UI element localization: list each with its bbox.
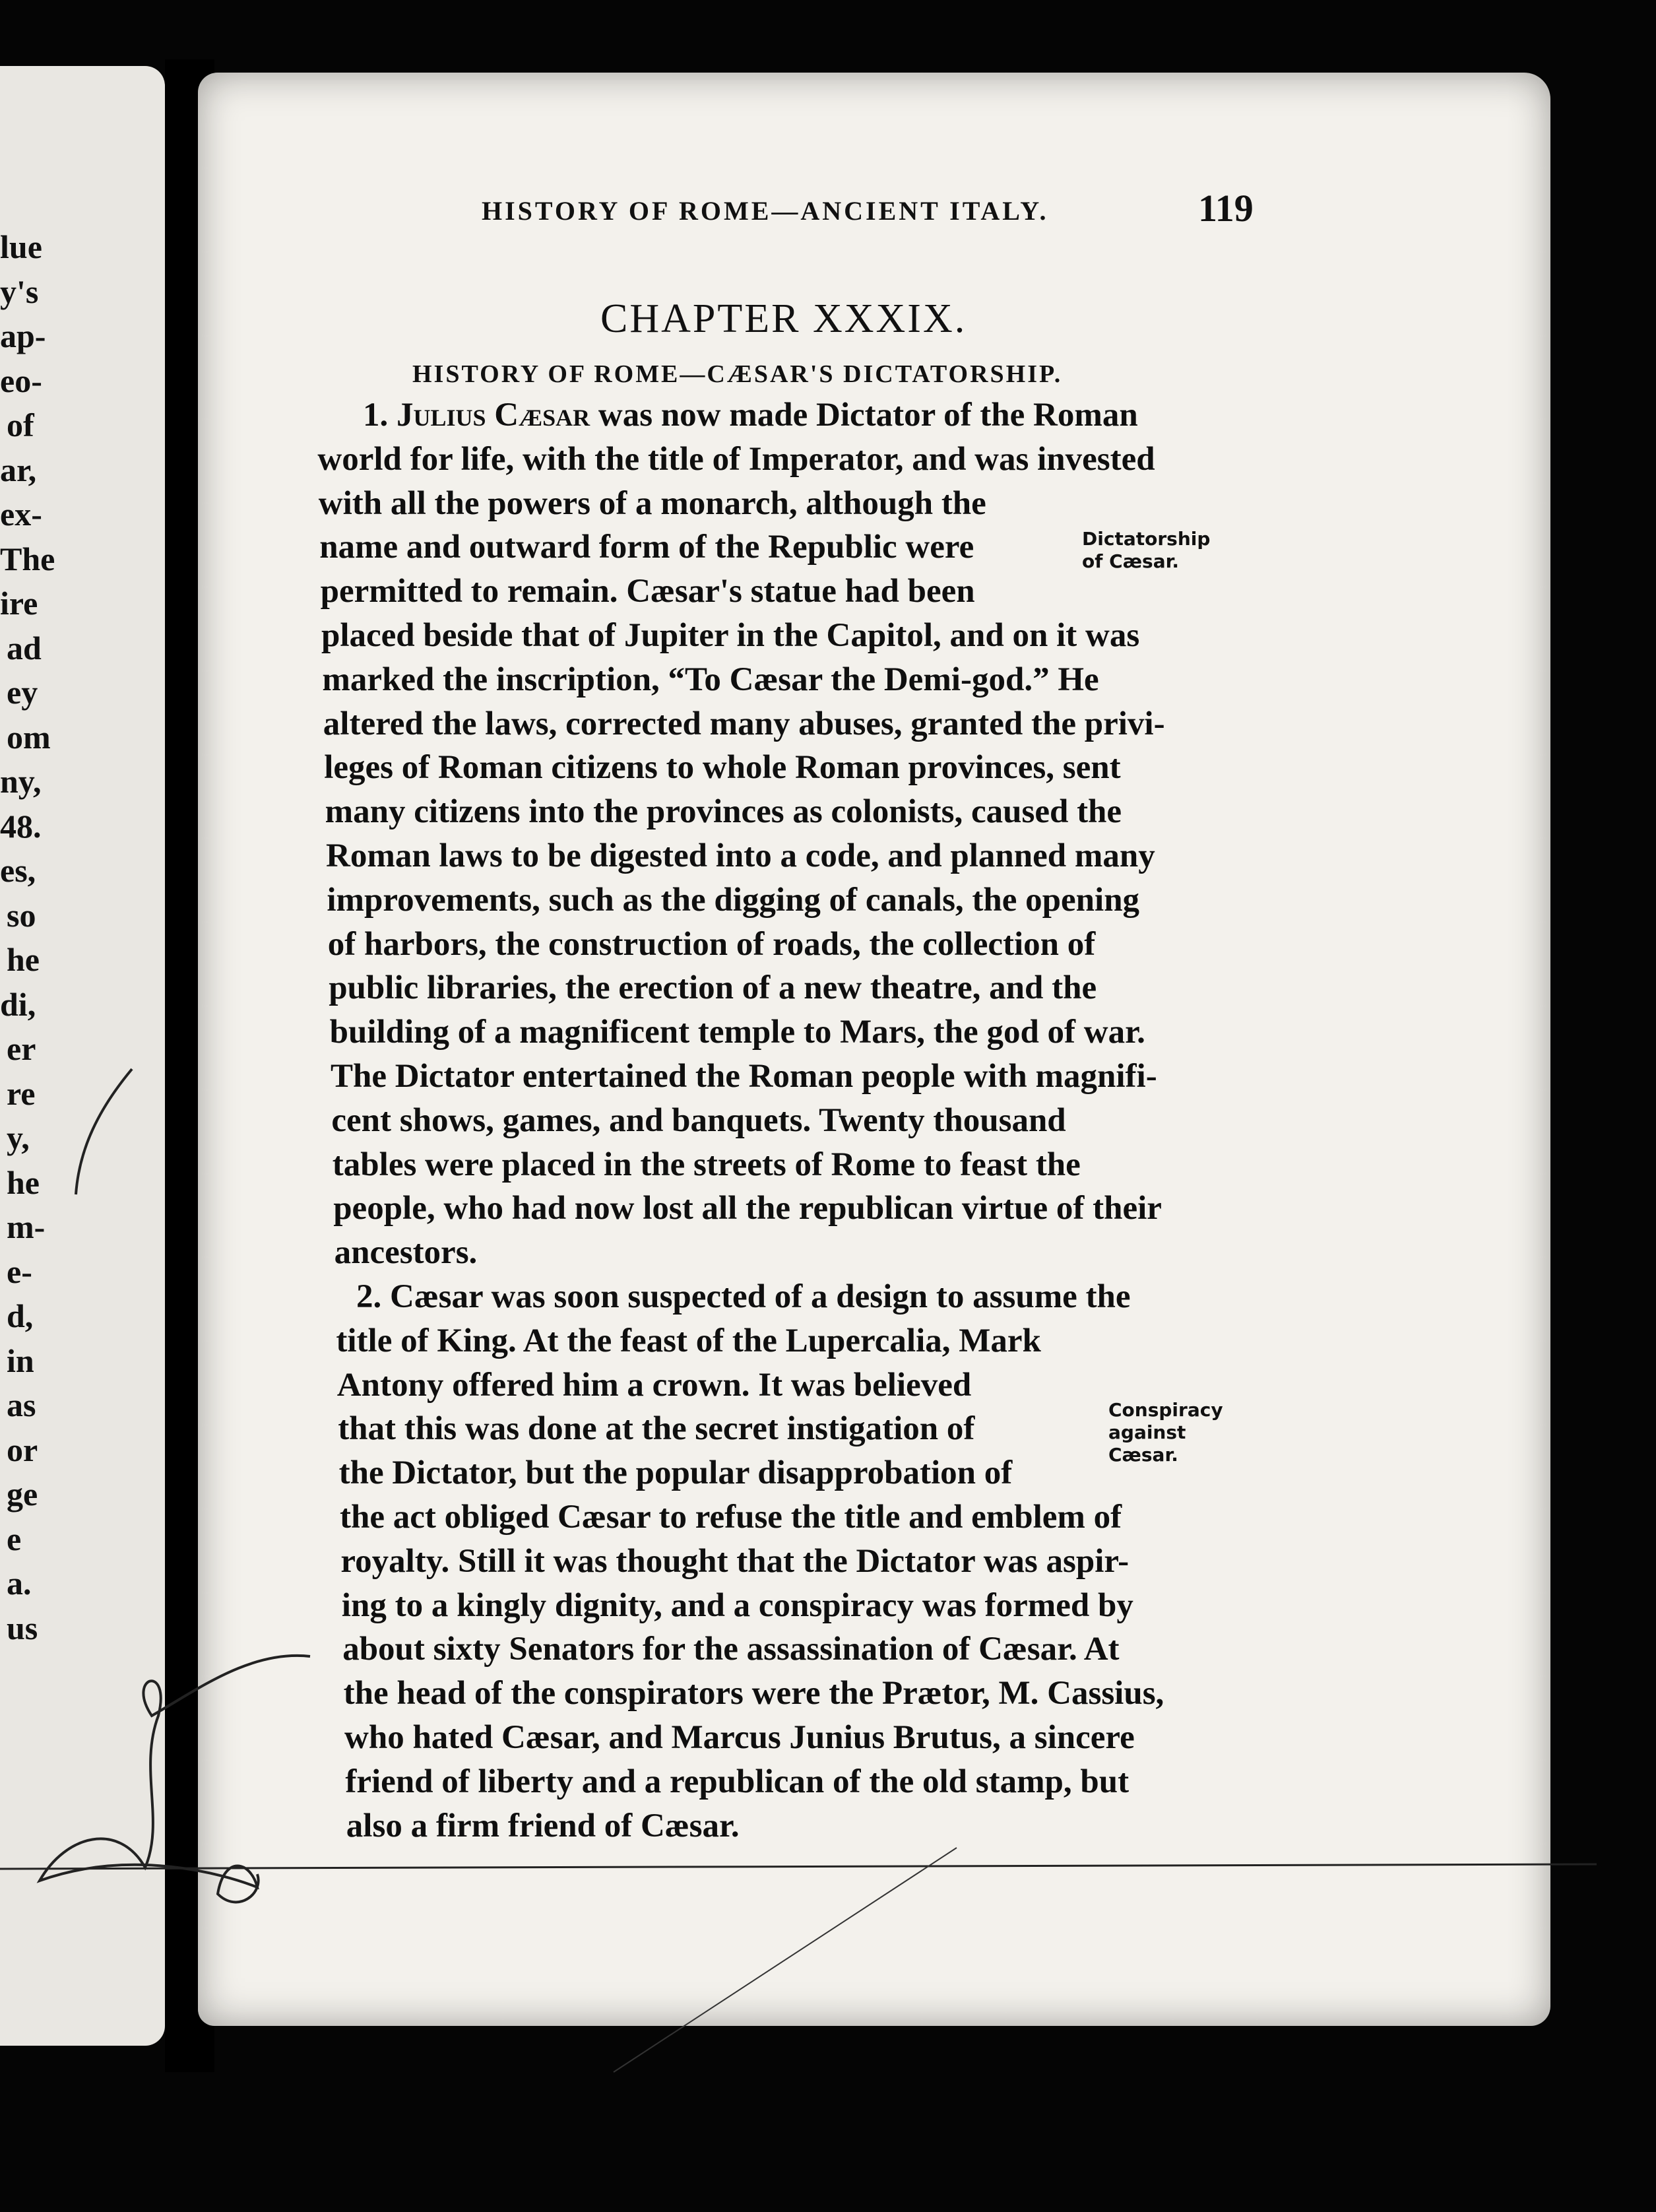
left-page-fragment: ad xyxy=(7,629,42,667)
text-line: ancestors. xyxy=(334,1234,478,1272)
left-page-fragment: eo- xyxy=(0,362,42,399)
text-line: placed beside that of Jupiter in the Capitol, and on it was xyxy=(321,617,1140,654)
text-line: tables were placed in the streets of Rome to feast the xyxy=(332,1146,1081,1183)
text-line: building of a magnificent temple to Mars, the god of war. xyxy=(329,1014,1145,1051)
left-page-edge xyxy=(0,66,165,2046)
text-line: also a firm friend of Cæsar. xyxy=(346,1807,740,1844)
text-line: royalty. Still it was thought that the Dictator was aspir- xyxy=(340,1542,1130,1580)
text-line xyxy=(363,396,1138,434)
sidenote-line: of Cæsar. xyxy=(1082,550,1180,572)
paragraph-lead: 1. Julius Cæsar xyxy=(363,397,590,434)
page-number: 119 xyxy=(1198,187,1254,230)
left-page-fragment: ex- xyxy=(0,496,42,533)
left-page-fragment: es, xyxy=(0,852,36,889)
text-line: the head of the conspirators were the Prætor, M. Cassius, xyxy=(343,1675,1164,1712)
text-line: ing to a kingly dignity, and a conspiracy was formed by xyxy=(341,1586,1133,1624)
sidenote-dictatorship xyxy=(1082,528,1210,573)
text-line: altered the laws, corrected many abuses, granted the privi- xyxy=(323,705,1165,742)
text-line: Roman laws to be digested into a code, and planned many xyxy=(326,837,1155,874)
text-line: title of King. At the feast of the Lupercalia, Mark xyxy=(336,1322,1041,1359)
text-line: marked the inscription, “To Cæsar the Demi-god.” He xyxy=(322,661,1099,698)
left-page-fragment: d, xyxy=(7,1297,34,1334)
text-line: The Dictator entertained the Roman people with magnifi- xyxy=(331,1058,1157,1095)
left-page-fragment: or xyxy=(7,1431,38,1468)
chapter-subtitle: HISTORY OF ROME—CÆSAR'S DICTATORSHIP. xyxy=(412,360,1063,388)
left-page-fragment: ey xyxy=(7,674,38,711)
left-page-fragment: ny, xyxy=(0,763,42,800)
sidenote-line: Cæsar. xyxy=(1108,1444,1178,1466)
left-page-fragment: a. xyxy=(7,1565,32,1602)
sidenote-line: against xyxy=(1108,1421,1186,1443)
left-page-fragment: as xyxy=(7,1386,36,1423)
text-line: with all the powers of a monarch, although the xyxy=(318,484,986,522)
text-line: the Dictator, but the popular disapprobation of xyxy=(338,1454,1013,1492)
left-page-fragment: ge xyxy=(7,1476,38,1513)
text-line: leges of Roman citizens to whole Roman provinces, sent xyxy=(324,749,1121,787)
text-line: who hated Cæsar, and Marcus Junius Brutus, a sincere xyxy=(344,1719,1135,1756)
left-page-fragment: of xyxy=(7,407,34,443)
left-page-fragment: y, xyxy=(7,1119,30,1156)
text-line: people, who had now lost all the republican virtue of their xyxy=(333,1190,1162,1227)
left-page-fragment: di, xyxy=(0,985,36,1023)
left-page-fragment: om xyxy=(7,718,51,756)
left-page-fragment: in xyxy=(7,1342,34,1379)
text-line-rest: was now made Dictator of the Roman xyxy=(590,397,1138,434)
text-line: the act obliged Cæsar to refuse the title and emblem of xyxy=(340,1499,1122,1536)
sidenote-line: Conspiracy xyxy=(1108,1399,1223,1421)
left-page-fragment: he xyxy=(7,941,40,978)
chapter-title: CHAPTER XXXIX. xyxy=(600,296,967,341)
text-line: friend of liberty and a republican of the old stamp, but xyxy=(345,1763,1130,1800)
left-page-fragment: ire xyxy=(0,585,38,622)
left-page-fragment: re xyxy=(7,1074,36,1112)
left-page-fragment: m- xyxy=(7,1208,46,1245)
sidenote-line: Dictatorship xyxy=(1082,528,1211,550)
left-page-fragment: ar, xyxy=(0,451,37,488)
text-line: public libraries, the erection of a new theatre, and the xyxy=(329,969,1097,1007)
text-line: about sixty Senators for the assassination of Cæsar. At xyxy=(342,1631,1120,1668)
left-page-fragment: y's xyxy=(0,273,39,310)
left-page-fragment: lue xyxy=(0,228,42,265)
left-page-fragment: ap- xyxy=(0,317,46,354)
text-line: name and outward form of the Republic were xyxy=(319,529,974,566)
left-page-fragment: er xyxy=(7,1030,36,1067)
text-line: of harbors, the construction of roads, the collection of xyxy=(327,925,1096,963)
text-line: Antony offered him a crown. It was believed xyxy=(336,1366,972,1404)
left-page-fragment: e xyxy=(7,1520,22,1557)
text-line: 2. Cæsar was soon suspected of a design to assume the xyxy=(356,1278,1131,1315)
left-page-fragment: he xyxy=(7,1163,40,1201)
left-page-fragment: e- xyxy=(7,1252,32,1290)
left-page-fragment: us xyxy=(7,1609,38,1646)
left-page-fragment: The xyxy=(0,540,55,577)
text-line: improvements, such as the digging of canals, the opening xyxy=(327,881,1140,919)
text-line: that this was done at the secret instigation of xyxy=(338,1410,975,1448)
left-page-fragment: 48. xyxy=(0,807,42,845)
running-head: HISTORY OF ROME—ANCIENT ITALY. xyxy=(482,196,1049,226)
text-line: many citizens into the provinces as colonists, caused the xyxy=(325,793,1122,831)
text-line: cent shows, games, and banquets. Twenty thousand xyxy=(331,1101,1066,1139)
text-line: permitted to remain. Cæsar's statue had been xyxy=(320,573,975,610)
text-line: world for life, with the title of Imperator, and was invested xyxy=(317,440,1155,478)
sidenote-conspiracy xyxy=(1108,1399,1223,1466)
left-page-fragment: so xyxy=(7,896,36,934)
